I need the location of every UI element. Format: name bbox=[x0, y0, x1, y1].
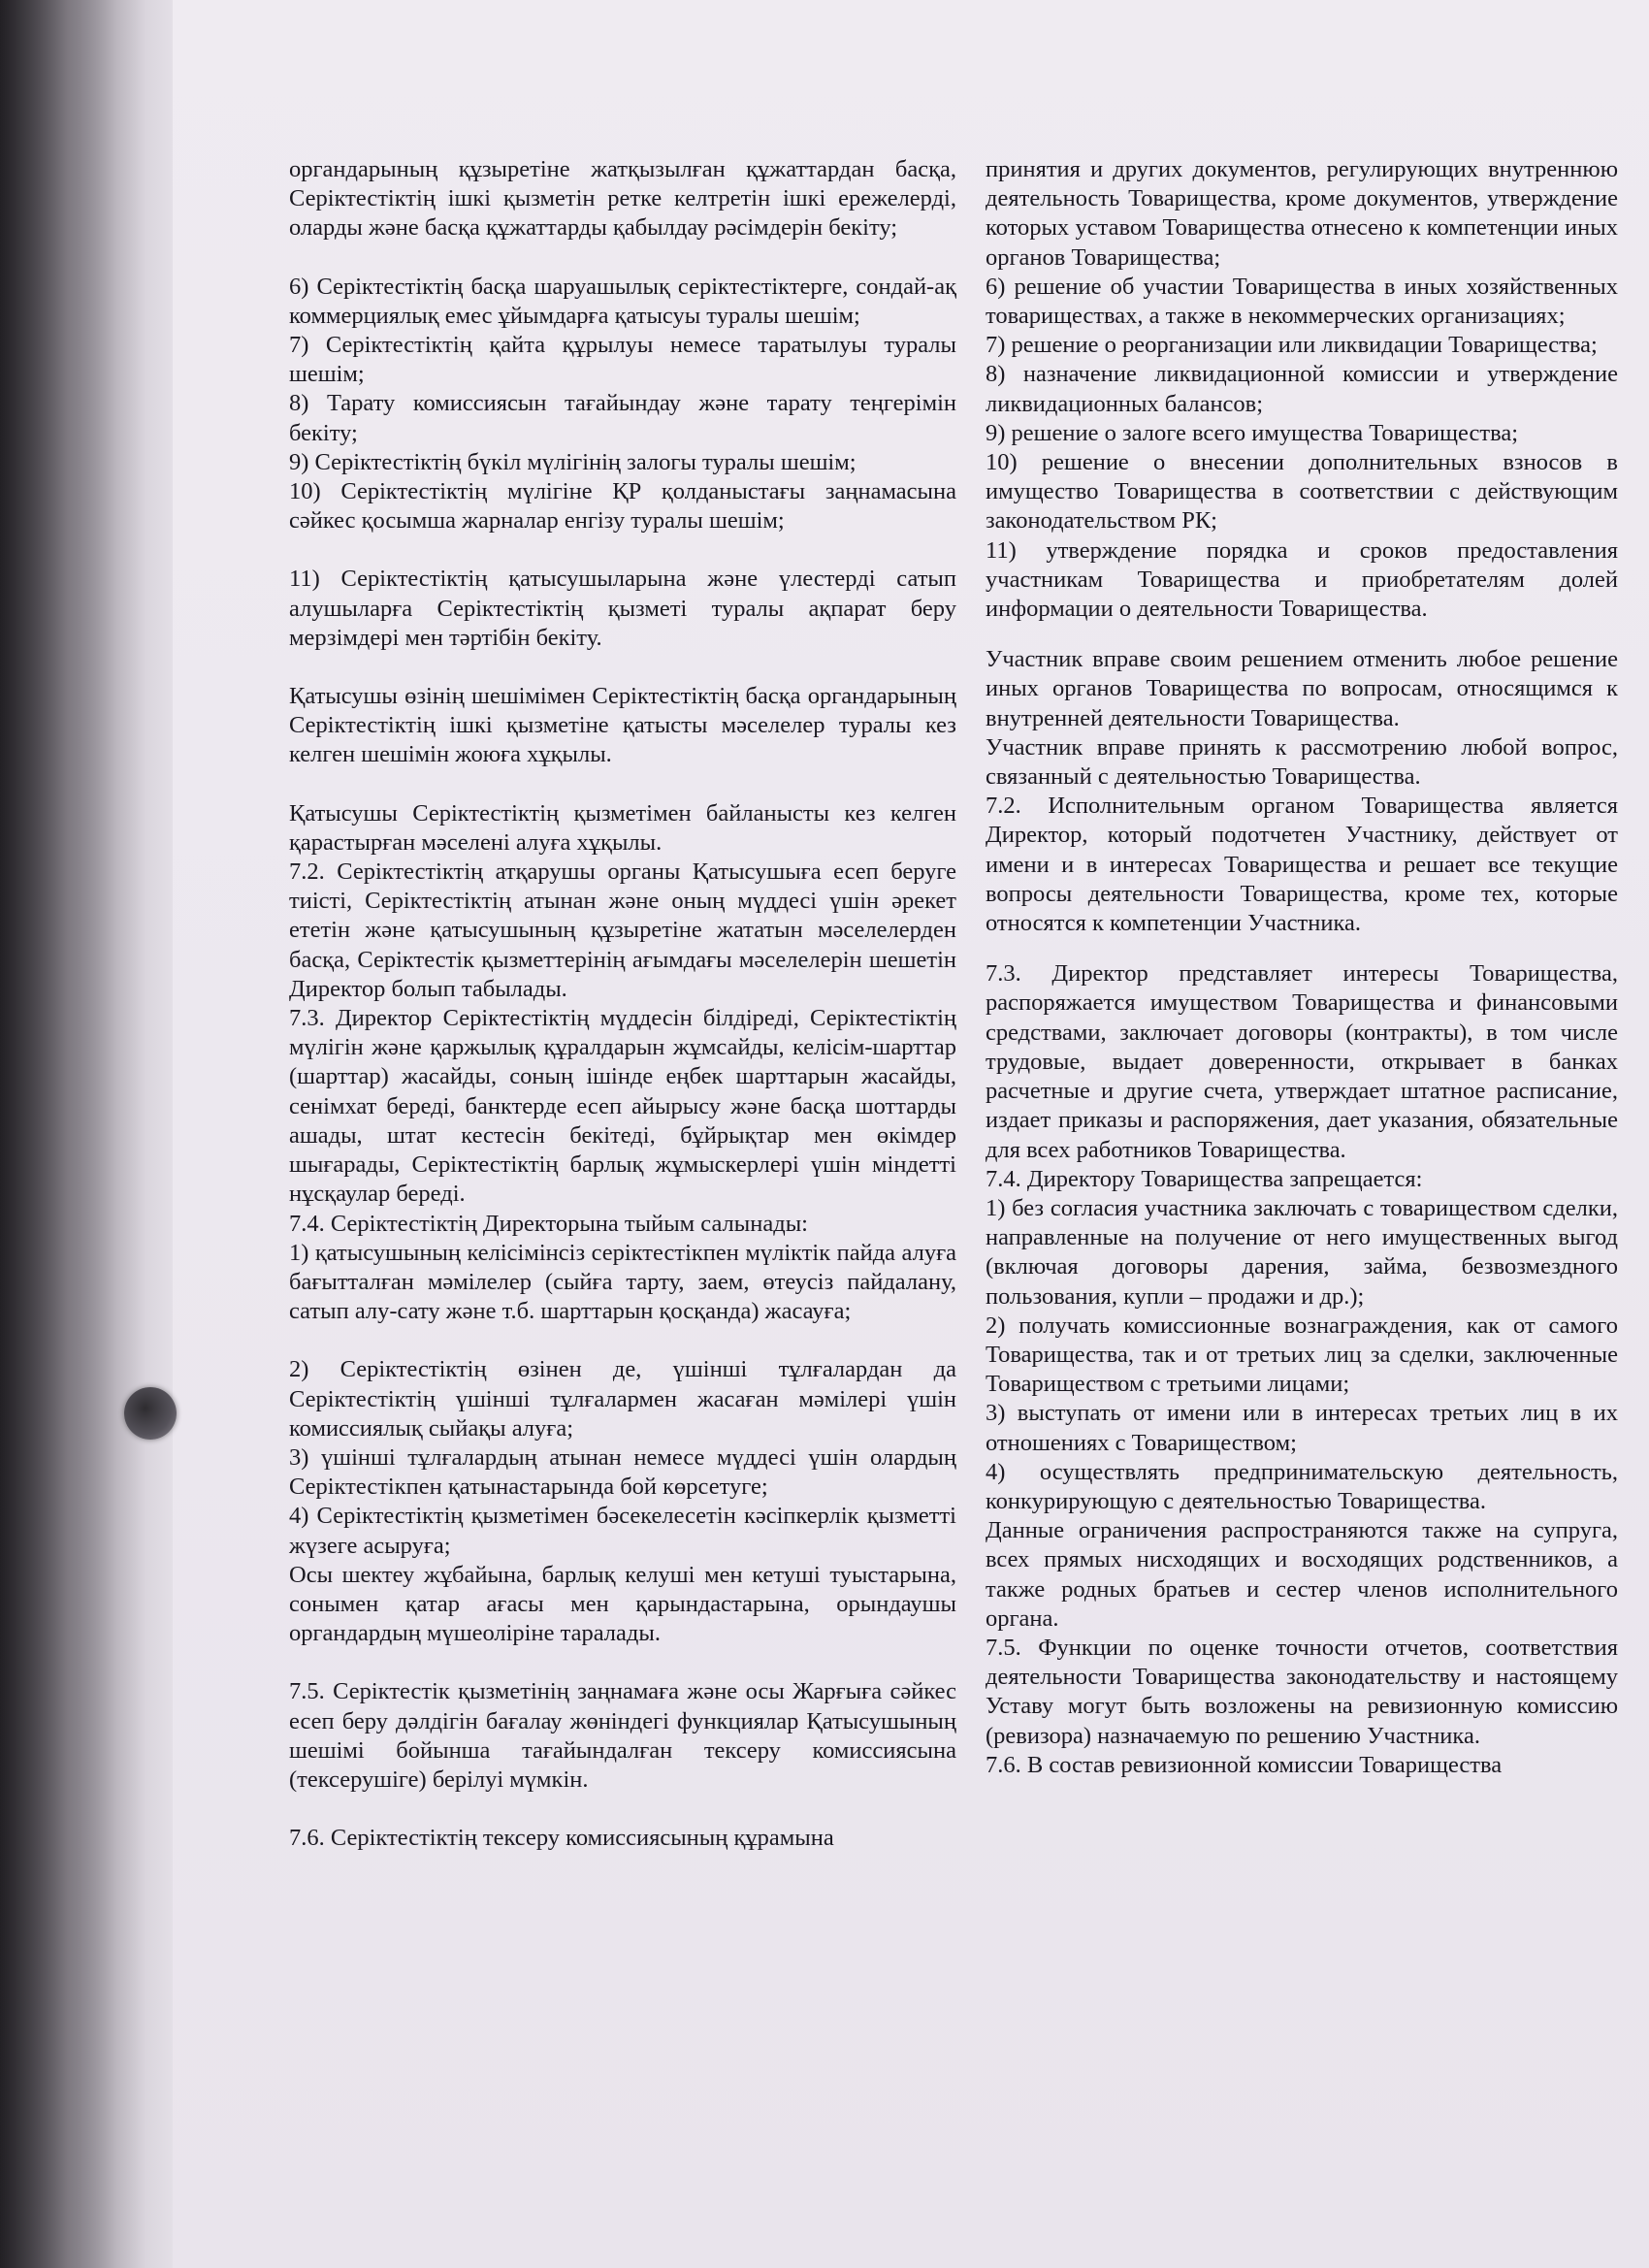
kk-item-8: 8) Тарату комиссиясын тағайындау және тарату теңгерімін бекіту; bbox=[289, 390, 956, 446]
ru-section-7-5: 7.5. Функции по оценке точности отчетов, соответствия деятельности Товарищества законодательству и настоящему Уставу могут быть возложены на ревизионную комиссию (ревизора) назначаемую по решению Участника. bbox=[986, 1634, 1618, 1749]
ru-prohibition-1: 1) без согласия участника заключать с товариществом сделки, направленные на получение от него имущественных выгод (включая договоры дарения, займа, безвозмездного пользования, купли – продажи и др.); bbox=[986, 1194, 1618, 1310]
kk-participant-cancel: Қатысушы өзінің шешімімен Серіктестіктің басқа органдарының Серіктестіктің ішкі қызметіне қатысты мәселелер туралы кез келген шешімін жоюға хұқылы. bbox=[289, 683, 956, 768]
ru-item-9: 9) решение о залоге всего имущества Товарищества; bbox=[986, 419, 1519, 446]
kk-restriction-relatives: Осы шектеу жұбайына, барлық келуші мен кетуші туыстарына, сонымен қатар ағасы мен қарындастарына, орындаушы органдардың мүшеоліріне таралады. bbox=[289, 1561, 956, 1647]
russian-text-column bbox=[986, 155, 1618, 1780]
ru-item-11: 11) утверждение порядка и сроков предоставления участникам Товарищества и приобретателям долей информации о деятельности Товарищества. bbox=[986, 536, 1618, 623]
kk-item-9: 9) Серіктестіктің бүкіл мүлігінің залогы туралы шешім; bbox=[289, 448, 857, 475]
kk-item-6: 6) Серіктестіктің басқа шаруашылық серіктестіктерге, сондай-ақ коммерциялық емес ұйымдарға қатысуы туралы шешім; bbox=[289, 273, 956, 329]
kk-section-7-4: 7.4. Серіктестіктің Директорына тыйым салынады: bbox=[289, 1210, 808, 1237]
kk-item-11: 11) Серіктестіктің қатысушыларына және үлестерді сатып алушыларға Серіктестіктің қызметі туралы ақпарат беру мерзімдері мен тәртібін бекіту. bbox=[289, 566, 956, 651]
ru-prohibition-2: 2) получать комиссионные вознаграждения, как от самого Товарищества, так и от третьих лиц за сделки, заключенные Товариществом с третьими лицами; bbox=[986, 1312, 1618, 1398]
ru-section-7-3: 7.3. Директор представляет интересы Товарищества, распоряжается имуществом Товарищества и финансовыми средствами, заключает договоры (контракты), в том числе трудовые, выдает доверенности, открывает в банках расчетные и другие счета, утверждает штатное расписание, издает приказы и распоряжения, дает указания, обязательные для всех работников Товарищества. bbox=[986, 960, 1618, 1163]
ru-item-7: 7) решение о реорганизации или ликвидации Товарищества; bbox=[986, 332, 1598, 359]
ru-prohibition-3: 3) выступать от имени или в интересах третьих лиц в их отношениях с Товариществом; bbox=[986, 1400, 1618, 1456]
kk-section-7-6: 7.6. Серіктестіктің тексеру комиссиясының құрамына bbox=[289, 1825, 834, 1852]
ru-section-7-4: 7.4. Директору Товарищества запрещается: bbox=[986, 1165, 1423, 1192]
kk-prohibition-4: 4) Серіктестіктің қызметімен бәсекелесетін кәсіпкерлік қызметті жүзеге асыруға; bbox=[289, 1503, 956, 1559]
ru-section-7-2: 7.2. Исполнительным органом Товарищества является Директор, который подотчетен Участнику, действует от имени и в интересах Товарищества и решает все текущие вопросы деятельности Товарищества, кроме тех, которые относятся к компетенции Участника. bbox=[986, 793, 1618, 937]
ru-participant-consider: Участник вправе принять к рассмотрению любой вопрос, связанный с деятельностью Товарищества. bbox=[986, 733, 1618, 791]
kk-participant-consider: Қатысушы Серіктестіктің қызметімен байланысты кез келген қарастырған мәселені алуға хұқылы. bbox=[289, 799, 956, 856]
scan-shadow-edge bbox=[0, 0, 146, 2268]
kk-section-7-2: 7.2. Серіктестіктің атқарушы органы Қатысушыға есеп беруге тиісті, Серіктестіктің атынан және оның мүддесі үшін әрекет ететін және қатысушының құзыретіне жататын мәселелерден басқа, Серіктестік қызметтерінің ағымдағы мәселелерін шешетін Директор болып табылады. bbox=[289, 859, 956, 1002]
kk-section-7-5: 7.5. Серіктестік қызметінің заңнамаға және осы Жарғыға сәйкес есеп беру дәлдігін бағалау жөніндегі функциялар Қатысушының шешімі бойынша тағайындалған тексеру комиссиясына (тексерушіге) берілуі мүмкін. bbox=[289, 1678, 956, 1793]
ru-item-8: 8) назначение ликвидационной комиссии и утверждение ликвидационных балансов; bbox=[986, 361, 1618, 417]
kk-paragraph-competence: органдарының құзыретіне жатқызылған құжаттардан басқа, Серіктестіктің ішкі қызметін ретке келтретін ішкі ережелерді, оларды және басқа құжаттарды қабылдау рәсімдерін бекіту; bbox=[289, 156, 956, 242]
kk-prohibition-3: 3) үшінші тұлғалардың атынан немесе мүддесі үшін олардың Серіктестікпен қатынастарында бой көрсетуге; bbox=[289, 1443, 956, 1501]
ru-paragraph-competence: принятия и других документов, регулирующих внутреннюю деятельность Товарищества, кроме документов, утверждение которых уставом Товарищества отнесено к компетенции иных органов Товарищества; bbox=[986, 156, 1618, 271]
ru-participant-cancel: Участник вправе своим решением отменить любое решение иных органов Товарищества по вопросам, относящимся к внутренней деятельности Товарищества. bbox=[986, 646, 1618, 731]
ru-prohibition-4: 4) осуществлять предпринимательскую деятельность, конкурирующую с деятельностью Товарищества. bbox=[986, 1458, 1618, 1514]
kk-item-10: 10) Серіктестіктің мүлігіне ҚР қолданыстағы заңнамасына сәйкес қосымша жарналар енгізу туралы шешім; bbox=[289, 478, 956, 535]
kazakh-text-column bbox=[289, 155, 956, 1853]
kk-prohibition-2: 2) Серіктестіктің өзінен де, үшінші тұлғалардан да Серіктестіктің үшінші тұлғалармен жасаған мәмілері үшін комиссиялық сыйақы алуға; bbox=[289, 1356, 956, 1442]
kk-item-7: 7) Серіктестіктің қайта құрылуы немесе таратылуы туралы шешім; bbox=[289, 332, 956, 388]
ru-item-6: 6) решение об участии Товарищества в иных хозяйственных товариществах, а также в некоммерческих организациях; bbox=[986, 273, 1618, 330]
punch-hole bbox=[124, 1387, 177, 1440]
kk-prohibition-1: 1) қатысушының келісімінсіз серіктестікпен мүліктік пайда алуға бағытталған мәмілелер (сыйға тарту, заем, өтеусіз пайдалану, сатып алу-сату және т.б. шарттарын қосқанда) жасауға; bbox=[289, 1239, 956, 1325]
ru-section-7-6: 7.6. В состав ревизионной комиссии Товарищества bbox=[986, 1751, 1503, 1778]
kk-section-7-3: 7.3. Директор Серіктестіктің мүддесін білдіреді, Серіктестіктің мүлігін және қаржылық құралдарын жұмсайды, келісім-шарттар (шарттар) жасайды, соның ішінде еңбек шарттарын жасайды, сенімхат береді, банктерде есеп айырысу және басқа шоттарды ашады, штат кестесін бекітеді, бұйрықтар мен өкімдер шығарады, Серіктестіктің барлық жұмыскерлері үшін міндетті нұсқаулар береді. bbox=[289, 1005, 956, 1208]
ru-item-10: 10) решение о внесении дополнительных взносов в имущество Товарищества в соответствии с действующим законодательством РК; bbox=[986, 449, 1618, 535]
ru-restriction-relatives: Данные ограничения распространяются также на супруга, всех прямых нисходящих и восходящих родственников, а также родных братьев и сестер членов исполнительного органа. bbox=[986, 1517, 1618, 1632]
